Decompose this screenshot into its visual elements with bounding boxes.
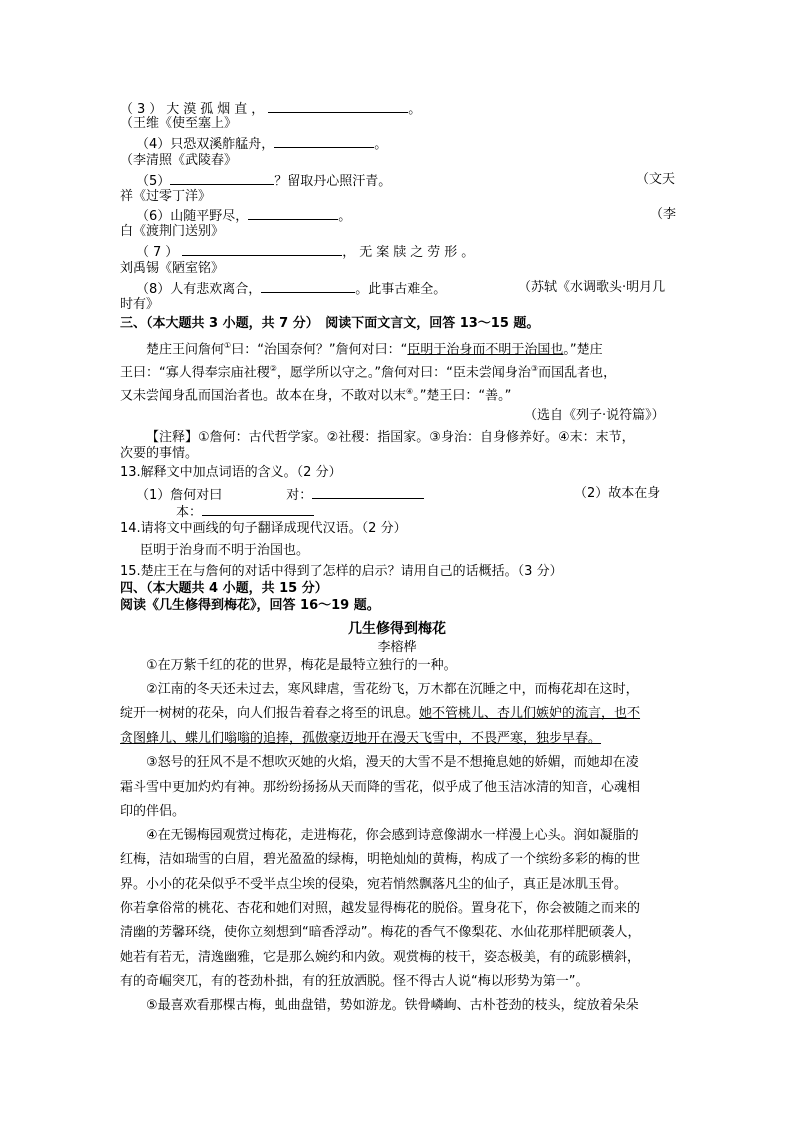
q3-answer-blank[interactable] [268, 100, 408, 113]
section3-heading: 三、（本大题共 3 小题，共 7 分） 阅读下面文言文，回答 13～15 题。 [120, 316, 540, 331]
paragraph-4-line-4: 你若拿俗常的桃花、杏花和她们对照，越发显得梅花的脱俗。置身花下，你会被随之而来的 [120, 901, 641, 916]
poem-q5 [136, 172, 391, 190]
section4-instruction: 阅读《几生修得到梅花》，回答 16～19 题。 [120, 598, 380, 613]
q3-text: 大漠孤烟直， [166, 102, 269, 117]
q4-text: 只恐双溪舴艋舟， [170, 137, 275, 152]
poem-q4 [136, 135, 387, 153]
paragraph-5-line-1: ⑤最喜欢看那棵古梅，虬曲盘错，势如游龙。铁骨嶙峋、古朴苍劲的枝头，绽放着朵朵 [146, 998, 639, 1013]
q5-text: ？留取丹心照汗青。 [274, 174, 392, 189]
q8-source-b: 时有》 [120, 297, 160, 312]
poem-q7 [136, 243, 478, 261]
paragraph-1: ①在万紫千红的花的世界，梅花是最特立独行的一种。 [146, 658, 457, 673]
q6-number: （6） [136, 209, 171, 224]
q5-answer-blank[interactable] [170, 172, 274, 185]
q13-item-2-answer: 本： [176, 503, 314, 521]
paragraph-3-line-3: 印的伴侣。 [120, 804, 186, 819]
paragraph-3-line-1: ③怒号的狂风不是不想吹灭她的火焰，漫天的大雪不是不想掩息她的娇媚，而她却在凌 [146, 755, 639, 770]
q14-prompt: 14.请将文中画线的句子翻译成现代汉语。（2 分） [120, 521, 407, 536]
section4-heading: 四、（本大题共 4 小题，共 15 分） [120, 581, 328, 596]
paragraph-4-line-3: 界。小小的花朵似乎不受半点尘埃的侵染，宛若悄然飘落凡尘的仙子，真正是冰肌玉骨。 [120, 877, 628, 892]
q5-source-b: 祥《过零丁洋》 [120, 189, 212, 204]
q6-text: 山随平野尽， [170, 209, 249, 224]
q4-end: 。 [374, 137, 388, 152]
q13-prompt: 13.解释文中加点词语的含义。（2 分） [120, 465, 342, 480]
q4-answer-blank[interactable] [274, 135, 374, 148]
q15-prompt: 15.楚庄王在与詹何的对话中得到了怎样的启示？请用自己的话概括。（3 分） [120, 564, 563, 579]
q6-end: 。 [338, 209, 352, 224]
q7-source: 刘禹锡《陋室铭》 [120, 261, 225, 276]
q4-number: （4） [136, 137, 171, 152]
q5-number: （5） [136, 174, 171, 189]
q5-source-a: （文天 [636, 172, 676, 187]
q13-item-1: （1）詹何对曰 对： [136, 486, 424, 504]
q3-end: 。 [408, 102, 422, 117]
q8-end: 。此事古难全。 [355, 282, 447, 297]
q8-text: 人有悲欢离合， [170, 282, 262, 297]
q6-answer-blank[interactable] [248, 207, 338, 220]
passage-line-1: 楚庄王问詹何①曰：“治国奈何？”詹何对曰：“臣明于治身而不明于治国也。”楚庄 [146, 341, 603, 358]
passage-line-3: 又未尝闻身乱而国治者也。故本在身，不敢对以末④。”楚王曰：“善。” [120, 387, 512, 404]
poem-q8 [136, 280, 446, 298]
q4-source: （李清照《武陵春》 [120, 153, 238, 168]
passage-source: （选自《列子·说符篇》） [524, 408, 665, 423]
paragraph-4-line-2: 红梅，洁如瑞雪的白眉，碧光盈盈的绿梅，明艳灿灿的黄梅，构成了一个缤纷多彩的梅的世 [120, 852, 641, 867]
poem-q6 [136, 207, 351, 225]
article-title: 几生修得到梅花 [348, 621, 446, 637]
note-line-2: 次要的事情。 [120, 446, 199, 461]
paragraph-2-line-2: 绽开一树树的花朵，向人们报告着春之将至的讯息。她不管桃儿、杏儿们嫉妒的流言，也不 [120, 706, 641, 721]
q3-source: （王维《使至塞上》 [120, 116, 238, 131]
q7-answer-blank[interactable] [182, 243, 342, 256]
paragraph-4-line-5: 清幽的芳馨环绕，使你立刻想到“暗香浮动”。梅花的香气不像梨花、水仙花那样肥硕袭人， [120, 925, 641, 940]
q14-sentence: 臣明于治身而不明于治国也。 [140, 543, 310, 558]
q8-source-a: （苏轼《水调歌头·明月几 [518, 280, 666, 295]
q7-number: （7） [136, 245, 183, 260]
paragraph-4-line-6: 她若有若无，清逸幽雅，它是那么婉约和内敛。观赏梅的枝干，姿态极美，有的疏影横斜， [120, 950, 641, 965]
article-author: 李榕桦 [377, 640, 417, 655]
q6-source-b: 白《渡荆门送别》 [120, 224, 225, 239]
q3-number: （3） [120, 102, 167, 117]
q8-answer-blank[interactable] [261, 280, 355, 293]
q7-text: ，无案牍之劳形。 [342, 245, 479, 260]
q13-item-2: （2）故本在身 [574, 486, 661, 501]
passage-line-2: 王曰：“寡人得奉宗庙社稷②，愿学所以守之。”詹何对曰：“臣未尝闻身治③而国乱者也， [120, 364, 617, 381]
paragraph-2-line-1: ②江南的冬天还未过去，寒风肆虐，雪花纷飞，万木都在沉睡之中，而梅花却在这时， [146, 682, 639, 697]
q8-number: （8） [136, 282, 171, 297]
paragraph-3-line-2: 霜斗雪中更加灼灼有神。那纷纷扬扬从天而降的雪花，似乎成了他玉洁冰清的知音，心魂相 [120, 780, 641, 795]
q6-source-a: （李 [650, 207, 677, 222]
note-line-1: 【注释】①詹何：古代哲学家。②社稷：指国家。③身治：自身修养好。④末：末节， [146, 430, 635, 445]
underlined-passage-2: 贪图蜂儿、蝶儿们嗡嗡的追捧，孤傲豪迈地开在漫天飞雪中，不畏严寒，独步早春。 [120, 731, 602, 746]
q13-2-blank[interactable] [202, 503, 314, 516]
paragraph-4-line-1: ④在无锡梅园观赏过梅花，走进梅花，你会感到诗意像湖水一样漫上心头。润如凝脂的 [146, 828, 639, 843]
paragraph-4-line-7: 有的奇崛突兀，有的苍劲朴拙，有的狂放洒脱。怪不得古人说“梅以形势为第一”。 [120, 974, 589, 989]
underlined-passage-1: 她不管桃儿、杏儿们嫉妒的流言，也不 [419, 706, 641, 721]
q13-1-blank[interactable] [312, 486, 424, 499]
underlined-sentence: 臣明于治身而不明于治国也 [407, 342, 564, 358]
